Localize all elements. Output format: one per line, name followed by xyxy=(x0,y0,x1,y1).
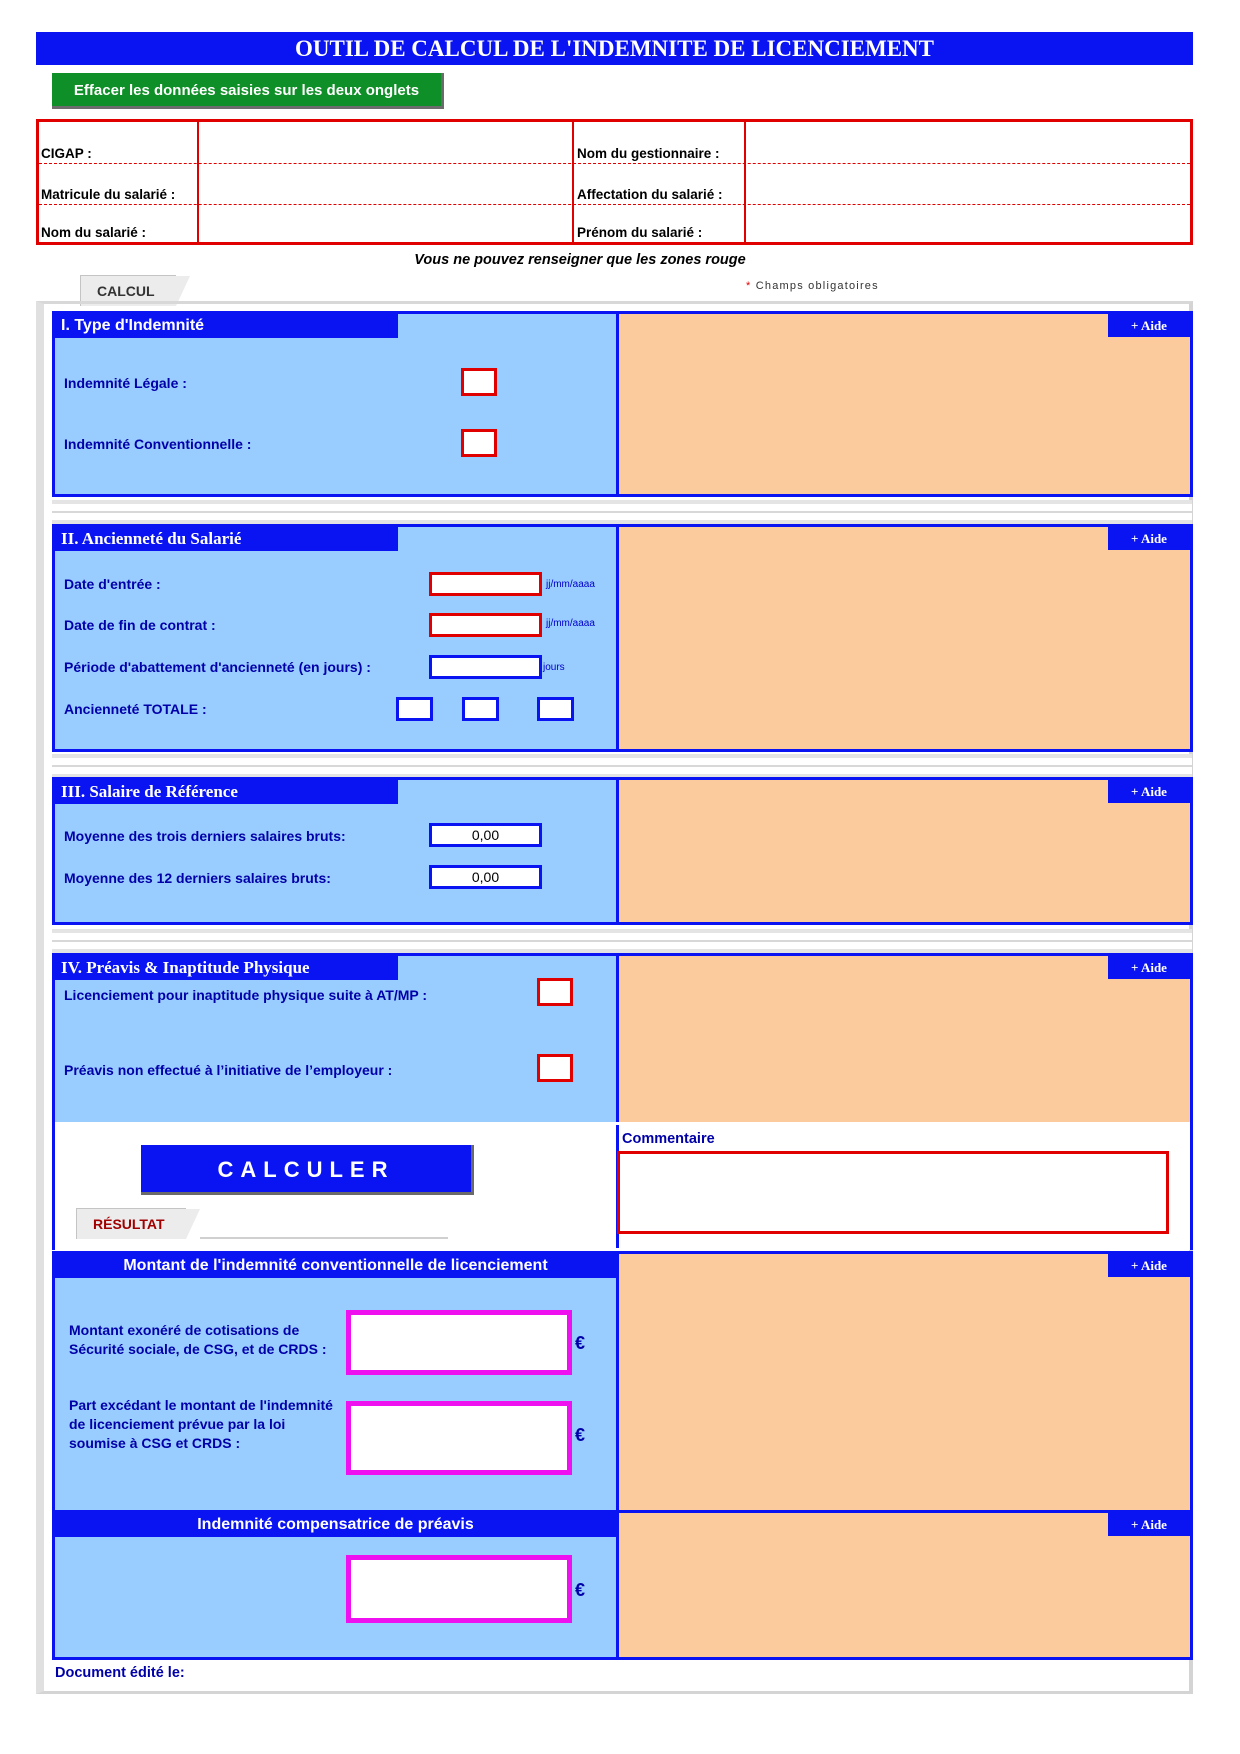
indemnite-legale-checkbox[interactable] xyxy=(461,368,497,396)
section-anciennete-left xyxy=(52,524,619,752)
tab-calcul[interactable]: CALCUL xyxy=(80,275,176,306)
calculer-button[interactable]: CALCULER xyxy=(141,1145,474,1195)
section-type-title: I. Type d'Indemnité xyxy=(55,314,398,338)
matricule-field[interactable] xyxy=(201,166,569,202)
aide-button-preavis[interactable]: + Aide xyxy=(1108,956,1190,979)
section-separator xyxy=(52,754,1192,778)
montant-exonere-label xyxy=(69,1321,327,1359)
prenom-field[interactable] xyxy=(748,207,1188,243)
table-divider xyxy=(197,122,199,242)
input-hint: Vous ne pouvez renseigner que les zones rouge xyxy=(414,252,746,268)
prenom-label: Prénom du salarié : xyxy=(577,225,703,240)
affectation-field[interactable] xyxy=(748,166,1188,202)
moyenne-trois-value: 0,00 xyxy=(429,823,542,847)
section-preavis-help-panel xyxy=(616,953,1193,1125)
aide-button-compensatrice[interactable]: + Aide xyxy=(1108,1513,1190,1536)
preavis-label: Préavis non effectué à l’initiative de l’employeur : xyxy=(64,1062,393,1078)
moyenne-douze-value: 0,00 xyxy=(429,865,542,889)
cigap-label: CIGAP : xyxy=(41,146,92,161)
part-excedant-line: de licenciement prévue par la loi xyxy=(69,1416,286,1432)
tab-resultat[interactable]: RÉSULTAT xyxy=(76,1208,186,1239)
inaptitude-checkbox[interactable] xyxy=(537,978,573,1006)
matricule-label: Matricule du salarié : xyxy=(41,187,176,202)
moyenne-douze-label: Moyenne des 12 derniers salaires bruts: xyxy=(64,870,331,886)
part-excedant-label xyxy=(69,1396,333,1453)
date-entree-label: Date d'entrée : xyxy=(64,576,161,592)
abattement-unit: jours xyxy=(543,662,565,673)
section-separator xyxy=(52,929,1192,953)
affectation-label: Affectation du salarié : xyxy=(577,187,723,202)
gestionnaire-label: Nom du gestionnaire : xyxy=(577,146,720,161)
required-text: Champs obligatoires xyxy=(755,280,879,292)
aide-button-salaire[interactable]: + Aide xyxy=(1108,780,1190,803)
section-anciennete-help-panel xyxy=(616,524,1193,752)
document-date-label: Document édité le: xyxy=(55,1665,185,1681)
section-preavis-title: IV. Préavis & Inaptitude Physique xyxy=(55,956,398,980)
section-salaire-title: III. Salaire de Référence xyxy=(55,780,398,804)
abattement-input[interactable] xyxy=(429,655,542,679)
section-separator xyxy=(52,500,1192,524)
aide-button-anciennete[interactable]: + Aide xyxy=(1108,527,1190,550)
part-excedant-output xyxy=(346,1401,572,1475)
required-fields-note xyxy=(746,280,879,292)
required-star: * xyxy=(746,280,752,292)
anciennete-years-output xyxy=(396,697,433,721)
date-fin-input[interactable] xyxy=(429,613,542,637)
tab-baseline xyxy=(200,1237,448,1239)
anciennete-totale-label: Ancienneté TOTALE : xyxy=(64,701,207,717)
indemnite-conventionnelle-checkbox[interactable] xyxy=(461,429,497,457)
preavis-checkbox[interactable] xyxy=(537,1054,573,1082)
commentaire-input[interactable] xyxy=(617,1151,1169,1234)
inaptitude-label: Licenciement pour inaptitude physique suite à AT/MP : xyxy=(64,987,428,1003)
part-excedant-line: Part excédant le montant de l'indemnité xyxy=(69,1397,333,1413)
anciennete-months-output xyxy=(462,697,499,721)
result-preavis-help-panel xyxy=(616,1510,1193,1660)
euro-symbol: € xyxy=(575,1333,586,1353)
aide-button-indemnite[interactable]: + Aide xyxy=(1108,1254,1190,1277)
indemnite-conventionnelle-label: Indemnité Conventionnelle : xyxy=(64,436,252,452)
indemnite-compensatrice-output xyxy=(346,1555,572,1623)
clear-data-button[interactable]: Effacer les données saisies sur les deux onglets xyxy=(52,73,444,109)
table-divider xyxy=(572,122,574,242)
date-entree-input[interactable] xyxy=(429,572,542,596)
result-indemnite-help-panel xyxy=(616,1251,1193,1513)
result-preavis-title: Indemnité compensatrice de préavis xyxy=(55,1513,616,1537)
table-divider xyxy=(744,122,746,242)
montant-exonere-output xyxy=(346,1310,572,1375)
commentaire-label: Commentaire xyxy=(622,1131,715,1147)
result-indemnite-title: Montant de l'indemnité conventionnelle de licenciement xyxy=(55,1254,616,1278)
euro-symbol: € xyxy=(575,1580,586,1600)
date-fin-format: jj/mm/aaaa xyxy=(546,618,595,629)
abattement-label: Période d'abattement d'ancienneté (en jours) : xyxy=(64,659,371,675)
date-entree-format: jj/mm/aaaa xyxy=(546,579,595,590)
euro-symbol: € xyxy=(575,1425,586,1445)
gestionnaire-field[interactable] xyxy=(748,124,1188,160)
identification-table xyxy=(36,119,1193,245)
table-row-divider xyxy=(39,204,1190,205)
montant-exonere-line: Sécurité sociale, de CSG, et de CRDS : xyxy=(69,1341,327,1357)
section-type-help-panel xyxy=(616,311,1193,497)
aide-button-type[interactable]: + Aide xyxy=(1108,314,1190,337)
indemnite-legale-label: Indemnité Légale : xyxy=(64,375,187,391)
section-type-left xyxy=(52,311,619,497)
montant-exonere-line: Montant exonéré de cotisations de xyxy=(69,1322,300,1338)
moyenne-trois-label: Moyenne des trois derniers salaires bruts: xyxy=(64,828,346,844)
anciennete-days-output xyxy=(537,697,574,721)
date-fin-label: Date de fin de contrat : xyxy=(64,617,216,633)
cigap-field[interactable] xyxy=(201,124,569,160)
section-salaire-help-panel xyxy=(616,777,1193,925)
table-row-divider xyxy=(39,163,1190,164)
page-title: OUTIL DE CALCUL DE L'INDEMNITE DE LICENCIEMENT xyxy=(36,32,1193,65)
nom-field[interactable] xyxy=(201,207,569,243)
nom-label: Nom du salarié : xyxy=(41,225,147,240)
part-excedant-line: soumise à CSG et CRDS : xyxy=(69,1435,241,1451)
section-anciennete-title: II. Ancienneté du Salarié xyxy=(55,527,398,551)
